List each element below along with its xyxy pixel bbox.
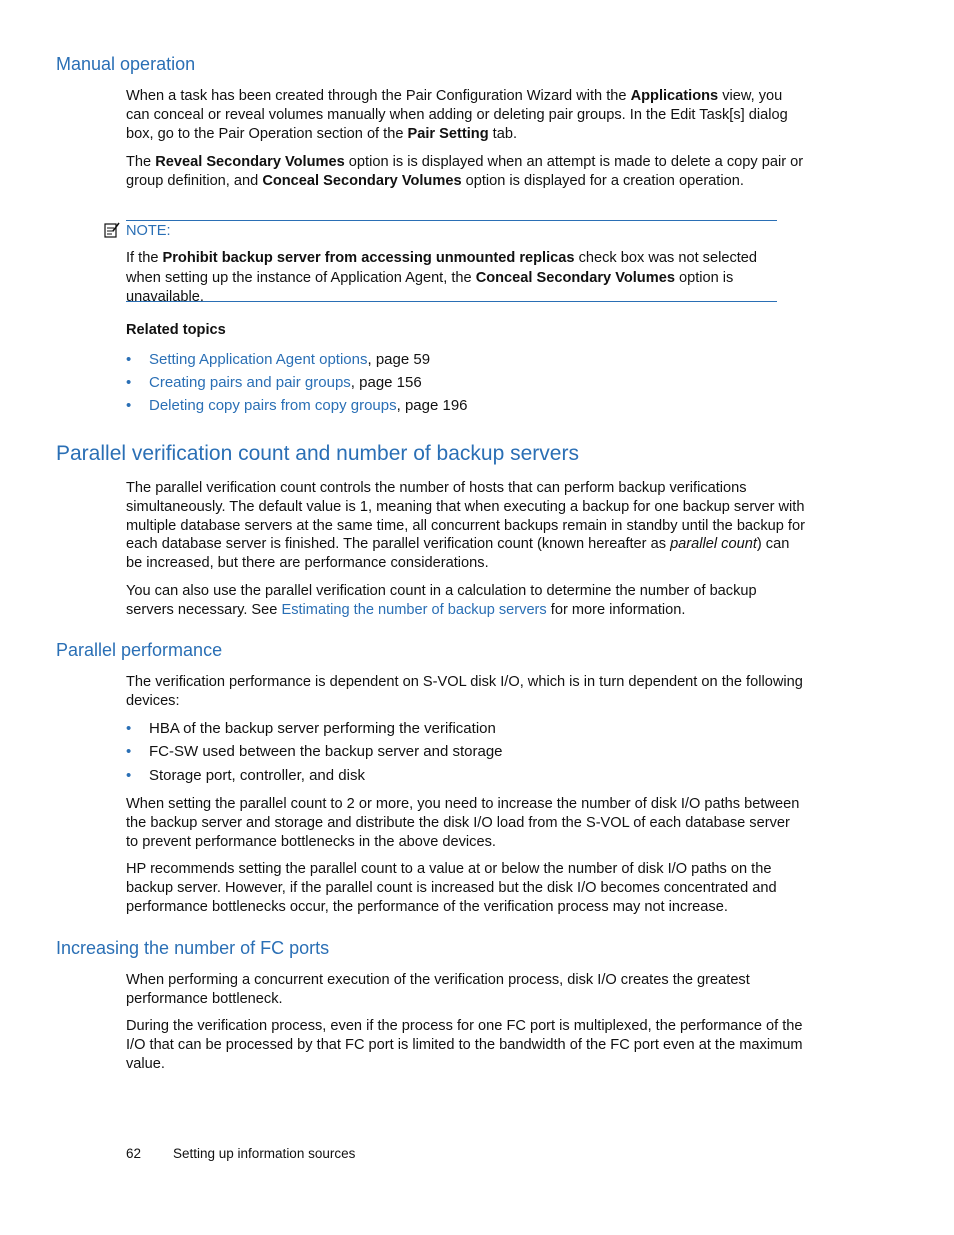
list-item-text: Storage port, controller, and disk [149, 767, 365, 784]
paragraph: You can also use the parallel verification count in a calculation to determine the number of backup servers necessary. See Estimating the number of backup servers for more information. [126, 583, 757, 618]
bullet-icon: • [126, 767, 132, 784]
note-icon [104, 222, 120, 238]
paragraph: During the verification process, even if the process for one FC port is multiplexed, the performance of the I/O that can be processed by that FC port is limited to the bandwidth of the FC port even at the maximum value. [126, 1018, 803, 1072]
note-label: NOTE: [126, 223, 171, 239]
bullet-icon: • [126, 374, 132, 391]
section-heading-parallel-performance: Parallel performance [56, 640, 223, 660]
note-bottom-rule [126, 301, 777, 302]
page-reference: , page 156 [350, 374, 422, 391]
link-creating-pairs-and-pair-groups[interactable]: Creating pairs and pair groups [149, 374, 351, 391]
link-deleting-copy-pairs[interactable]: Deleting copy pairs from copy groups [149, 397, 397, 414]
link-setting-application-agent-options[interactable]: Setting Application Agent options [149, 351, 368, 368]
section-heading-increasing-fc-ports: Increasing the number of FC ports [56, 938, 330, 958]
note-top-rule [126, 220, 777, 221]
bullet-icon: • [126, 397, 132, 414]
paragraph: When a task has been created through the Pair Configuration Wizard with the Applications view, you can conceal or reveal volumes manually when adding or deleting pair groups. In the Edit Task[s] dialog box, go to the Pair Operation section of the Pair Setting tab. [126, 88, 788, 142]
list-item-text: FC-SW used between the backup server and storage [149, 743, 503, 760]
bullet-icon: • [126, 743, 132, 760]
bullet-icon: • [126, 351, 132, 368]
section-heading-parallel-verification: Parallel verification count and number of backup servers [56, 442, 579, 465]
list-item-text: HBA of the backup server performing the verification [149, 720, 496, 737]
link-estimating-backup-servers[interactable]: Estimating the number of backup servers [281, 601, 547, 618]
note-text: If the Prohibit backup server from accessing unmounted replicas check box was not selected when setting up the instance of Application Agent, the Conceal Secondary Volumes option is unavailable. [126, 250, 758, 305]
bullet-icon: • [126, 720, 132, 737]
paragraph: When setting the parallel count to 2 or more, you need to increase the number of disk I/O paths between the backup server and storage and distribute the disk I/O load from the S-VOL of each database server to prevent performance bottlenecks in the above devices. [126, 796, 800, 850]
related-topics-heading: Related topics [126, 322, 226, 338]
paragraph: The verification performance is dependent on S-VOL disk I/O, which is in turn dependent on the following devices: [126, 674, 803, 709]
paragraph: When performing a concurrent execution of the verification process, disk I/O creates the greatest performance bottleneck. [126, 972, 750, 1007]
paragraph: The Reveal Secondary Volumes option is is displayed when an attempt is made to delete a copy pair or group definition, and Conceal Secondary Volumes option is displayed for a creation operation. [126, 154, 804, 189]
page-number: 62 [126, 1146, 142, 1161]
page-reference: , page 196 [396, 397, 468, 414]
section-heading-manual-operation: Manual operation [56, 54, 196, 74]
paragraph: The parallel verification count controls the number of hosts that can perform backup verifications simultaneously. The default value is 1, meaning that when executing a backup for one backup server with multiple database servers at the same time, all concurrent backups remain in standby until the backup for each database server is finished. The parallel verification count (known hereafter as parallel count) can be increased, but there are performance considerations. [126, 480, 805, 572]
paragraph: HP recommends setting the parallel count to a value at or below the number of disk I/O paths on the backup server. However, if the parallel count is increased but the disk I/O becomes concentrated and performance bottlenecks occur, the performance of the verification process may not increase. [126, 861, 777, 915]
page-reference: , page 59 [367, 351, 431, 368]
footer-title: Setting up information sources [173, 1146, 356, 1161]
